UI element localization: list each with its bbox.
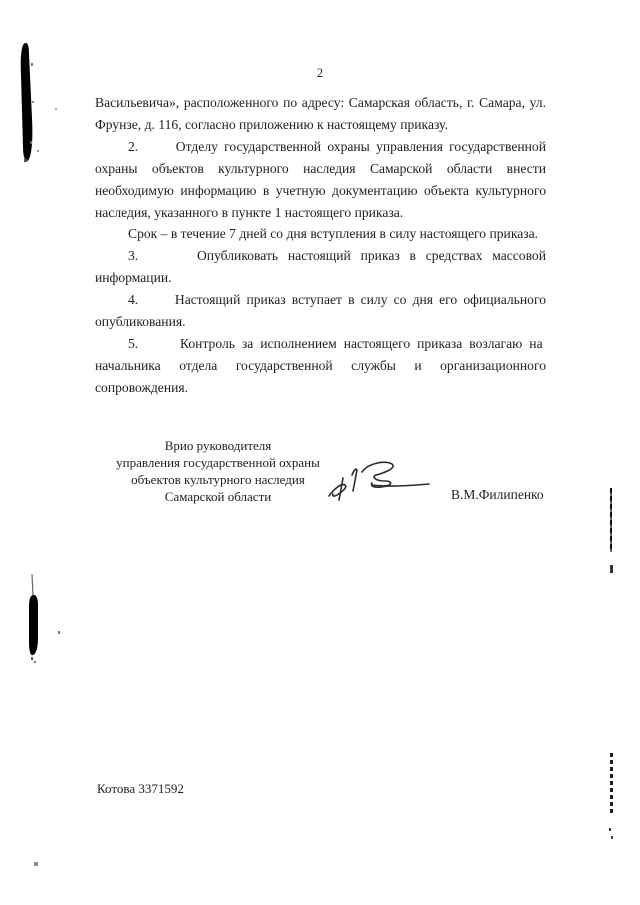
scan-artifact-edge-dashes-right xyxy=(610,753,613,813)
paragraph-item-4: 4. Настоящий приказ вступает в силу со дня его официального опубликования. xyxy=(95,292,546,330)
scan-artifact-blob-top-left xyxy=(18,43,35,162)
scan-artifact-blob-mid-left xyxy=(25,570,41,665)
scan-artifact-edge-dot xyxy=(609,828,611,831)
scan-artifact-speck xyxy=(37,150,39,152)
paragraph-item-2: 2. Отделу государственной охраны управления государственной охраны объектов культурного наследия Самарской области внести необходимую информацию в учетную документацию объекта культурного наследия, указанного в пункте 1 настоящего приказа. xyxy=(95,138,546,220)
scan-artifact-speck xyxy=(58,631,60,634)
scan-artifact-edge-dot xyxy=(611,836,613,839)
document-body xyxy=(95,92,546,399)
signatory-name: В.М.Филипенко xyxy=(451,487,544,502)
scan-artifact-speck xyxy=(55,108,57,110)
signatory-position xyxy=(98,437,338,505)
signatory-position-line: объектов культурного наследия xyxy=(131,472,305,487)
scan-artifact-edge-line-right xyxy=(610,488,612,552)
paragraph-item-3: 3. Опубликовать настоящий приказ в средствах массовой информации. xyxy=(95,248,546,286)
scan-artifact-edge-mark-right xyxy=(610,565,613,573)
signatory-position-line: управления государственной охраны xyxy=(116,455,320,470)
executor-note: Котова 3371592 xyxy=(97,781,184,796)
paragraph-item-5: 5. Контроль за исполнением настоящего приказа возлагаю на начальника отдела государственной службы и организационного сопровождения. xyxy=(95,335,546,395)
page-number: 2 xyxy=(316,66,324,80)
handwritten-signature xyxy=(326,458,444,508)
signatory-position-line: Самарской области xyxy=(164,489,272,504)
paragraph-srok: Срок – в течение 7 дней со дня вступления в силу настоящего приказа. xyxy=(128,226,539,242)
scan-artifact-speck xyxy=(34,862,38,866)
signatory-position-line: Врио руководителя xyxy=(164,438,272,453)
paragraph-continuation: Васильевича», расположенного по адресу: Самарская область, г. Самара, ул. Фрунзе, д. 116, согласно приложению к настоящему приказу. xyxy=(95,95,546,132)
